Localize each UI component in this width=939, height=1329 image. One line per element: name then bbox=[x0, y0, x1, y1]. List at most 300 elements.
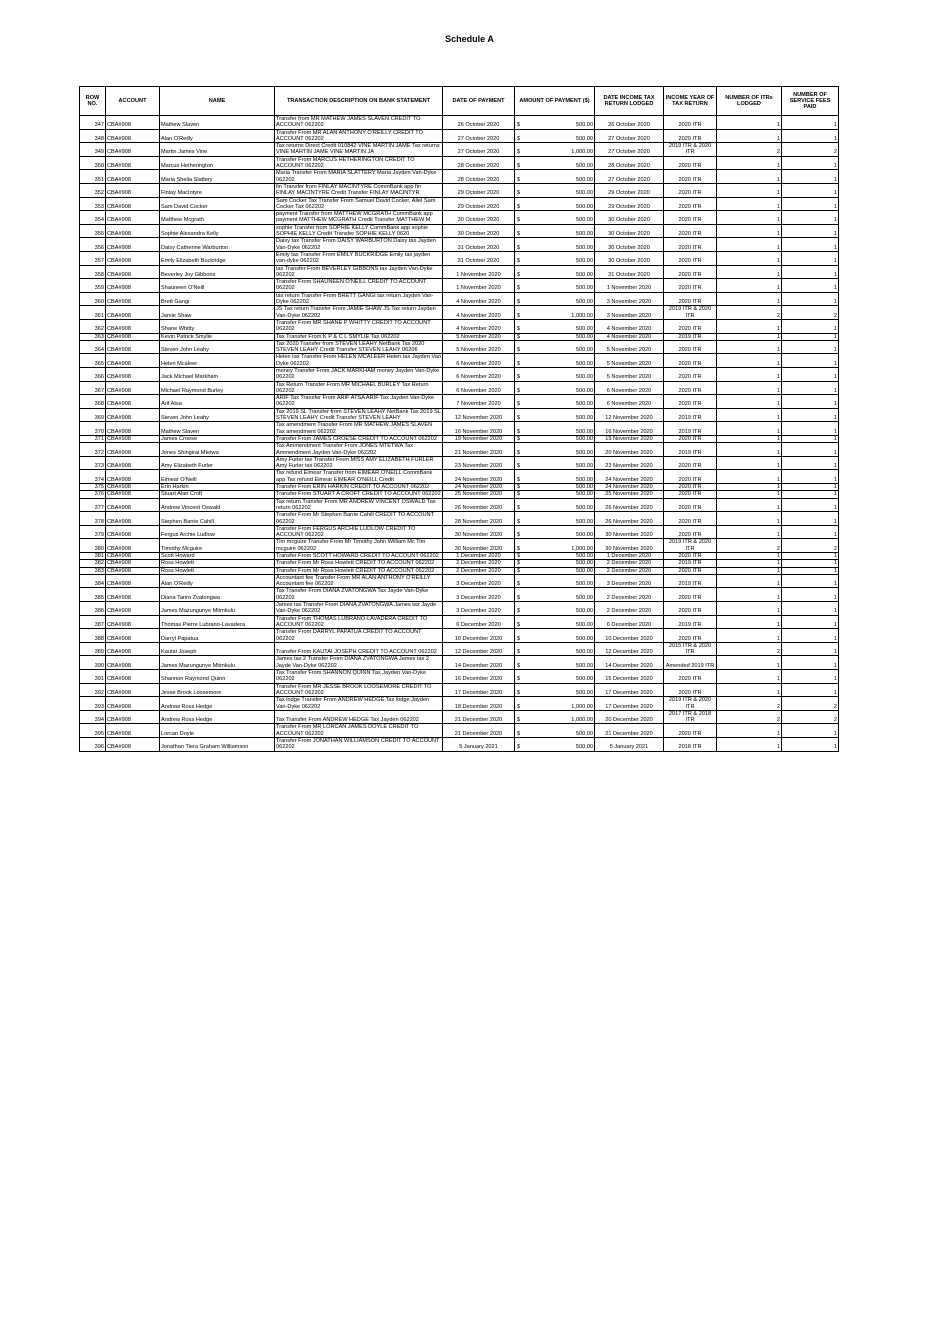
table-row bbox=[80, 574, 839, 588]
currency-symbol: $ bbox=[517, 560, 521, 567]
currency-symbol: $ bbox=[517, 463, 521, 470]
itrs-lodged-cell: 1 bbox=[717, 670, 782, 684]
lodged-date-cell: 4 November 2020 bbox=[595, 333, 664, 340]
fees-paid-cell: 1 bbox=[782, 574, 839, 588]
name-cell: Andrew Ross Hedge bbox=[160, 697, 275, 711]
table-row bbox=[80, 367, 839, 381]
description-cell: money Transfer From JACK MARKHAM money Jayden Van-Dyke 062202 bbox=[275, 367, 443, 381]
payment-date-cell: 30 October 2020 bbox=[443, 211, 515, 225]
amount-value: 500.00 bbox=[575, 360, 593, 367]
row-no-cell: 391 bbox=[80, 670, 106, 684]
fees-paid-cell: 1 bbox=[782, 116, 839, 130]
description-cell: Transfer From Mr Stephen Barrie Cahill CREDIT TO ACCOUNT 062202 bbox=[275, 512, 443, 526]
currency-symbol: $ bbox=[517, 703, 521, 710]
lodged-date-cell: 19 November 2020 bbox=[595, 435, 664, 442]
income-year-cell: 2020 ITR bbox=[664, 170, 717, 184]
description-cell: Amy Furler tax Transfer From MISS AMY ELIZABETH FURLER Amy Furler tax 062202 bbox=[275, 456, 443, 470]
name-cell: Alan O'Reilly bbox=[160, 574, 275, 588]
itrs-lodged-cell: 2 bbox=[717, 642, 782, 656]
payment-date-cell: 17 December 2020 bbox=[443, 683, 515, 697]
row-no-cell: 395 bbox=[80, 724, 106, 738]
row-no-cell: 359 bbox=[80, 279, 106, 293]
payment-date-cell: 3 December 2020 bbox=[443, 574, 515, 588]
itrs-lodged-cell: 1 bbox=[717, 197, 782, 211]
table-row bbox=[80, 251, 839, 265]
col-header-date-lodged: DATE INCOME TAX RETURN LODGED bbox=[595, 87, 664, 116]
account-cell: CBA#908 bbox=[106, 265, 160, 279]
account-cell: CBA#908 bbox=[106, 710, 160, 724]
lodged-date-cell: 4 November 2020 bbox=[595, 319, 664, 333]
currency-symbol: $ bbox=[517, 581, 521, 588]
payment-date-cell: 28 October 2020 bbox=[443, 170, 515, 184]
lodged-date-cell: 5 November 2020 bbox=[595, 340, 664, 354]
amount-cell bbox=[515, 143, 595, 157]
amount-value: 500.00 bbox=[575, 428, 593, 435]
account-cell: CBA#908 bbox=[106, 354, 160, 368]
itrs-lodged-cell: 1 bbox=[717, 470, 782, 484]
name-cell: Daisy Catherine Warburton bbox=[160, 238, 275, 252]
income-year-cell: 2020 ITR bbox=[664, 553, 717, 560]
currency-symbol: $ bbox=[517, 217, 521, 224]
table-row bbox=[80, 319, 839, 333]
description-cell: Tax 2020 Transfer from STEVEN LEAHY NetBank Tax 2020 STEVEN LEAHY Credit Transfer STEVEN LEAHY 06206 bbox=[275, 340, 443, 354]
row-no-cell: 363 bbox=[80, 333, 106, 340]
account-cell: CBA#908 bbox=[106, 211, 160, 225]
currency-symbol: $ bbox=[517, 504, 521, 511]
fees-paid-cell: 2 bbox=[782, 143, 839, 157]
currency-symbol: $ bbox=[517, 271, 521, 278]
amount-cell bbox=[515, 170, 595, 184]
income-year-cell: 2020 ITR bbox=[664, 435, 717, 442]
amount-value: 500.00 bbox=[575, 484, 593, 491]
account-cell: CBA#908 bbox=[106, 116, 160, 130]
itrs-lodged-cell: 1 bbox=[717, 170, 782, 184]
payment-date-cell: 5 January 2021 bbox=[443, 738, 515, 752]
description-cell: Accountant fee Transfer From MR ALAN ANTHONY O'REILLY Accountant fee 062202 bbox=[275, 574, 443, 588]
amount-value: 500.00 bbox=[575, 326, 593, 333]
name-cell: Beverley Joy Gibbons bbox=[160, 265, 275, 279]
payment-date-cell: 21 December 2020 bbox=[443, 710, 515, 724]
col-header-name: NAME bbox=[160, 87, 275, 116]
fees-paid-cell: 1 bbox=[782, 656, 839, 670]
amount-value: 500.00 bbox=[575, 662, 593, 669]
name-cell: Matthew Mcgrath bbox=[160, 211, 275, 225]
table-row bbox=[80, 697, 839, 711]
row-no-cell: 351 bbox=[80, 170, 106, 184]
col-header-date-of-payment: DATE OF PAYMENT bbox=[443, 87, 515, 116]
income-year-cell: 2020 ITR bbox=[664, 251, 717, 265]
fees-paid-cell: 1 bbox=[782, 238, 839, 252]
itrs-lodged-cell: 1 bbox=[717, 724, 782, 738]
table-row bbox=[80, 553, 839, 560]
table-row bbox=[80, 491, 839, 498]
account-cell: CBA#908 bbox=[106, 560, 160, 567]
lodged-date-cell: 30 October 2020 bbox=[595, 224, 664, 238]
amount-value: 500.00 bbox=[575, 532, 593, 539]
itrs-lodged-cell: 1 bbox=[717, 333, 782, 340]
amount-value: 500.00 bbox=[575, 449, 593, 456]
amount-cell bbox=[515, 498, 595, 512]
income-year-cell: 2019 ITR & 2020 ITR bbox=[664, 539, 717, 553]
account-cell: CBA#908 bbox=[106, 381, 160, 395]
lodged-date-cell: 3 November 2020 bbox=[595, 306, 664, 320]
row-no-cell: 386 bbox=[80, 602, 106, 616]
amount-value: 500.00 bbox=[575, 608, 593, 615]
fees-paid-cell: 1 bbox=[782, 156, 839, 170]
payment-date-cell: 10 December 2020 bbox=[443, 629, 515, 643]
description-cell: James tax Transfer From DIANA ZVATONGWA James tax Jayde Van-Dyke 062202 bbox=[275, 602, 443, 616]
income-year-cell: 2020 ITR bbox=[664, 395, 717, 409]
income-year-cell: 2019 ITR bbox=[664, 560, 717, 567]
income-year-cell: 2017 ITR & 2018 ITR bbox=[664, 710, 717, 724]
itrs-lodged-cell: 1 bbox=[717, 574, 782, 588]
currency-symbol: $ bbox=[517, 608, 521, 615]
description-cell: Transfer From JAMES CROESE CREDIT TO ACCOUNT 062202 bbox=[275, 435, 443, 442]
amount-cell bbox=[515, 553, 595, 560]
fees-paid-cell: 1 bbox=[782, 560, 839, 567]
income-year-cell: 2020 ITR bbox=[664, 470, 717, 484]
table-row bbox=[80, 670, 839, 684]
account-cell: CBA#908 bbox=[106, 525, 160, 539]
name-cell: Brett Gangi bbox=[160, 292, 275, 306]
income-year-cell: 2020 ITR bbox=[664, 381, 717, 395]
row-no-cell: 384 bbox=[80, 574, 106, 588]
description-cell: Transfer From THOMAS LUBRANO-LAVADERA CREDIT TO ACCOUNT 062202 bbox=[275, 615, 443, 629]
description-cell: Daisy tax Transfer From DAISY WARBURTON Daisy tax Jayden Van-Dyke 062202 bbox=[275, 238, 443, 252]
amount-value: 500.00 bbox=[575, 258, 593, 265]
fees-paid-cell: 1 bbox=[782, 491, 839, 498]
name-cell: Andrew Ross Hedge bbox=[160, 710, 275, 724]
fees-paid-cell: 2 bbox=[782, 306, 839, 320]
table-row bbox=[80, 484, 839, 491]
description-cell: Tax amendment Transfer From MR MATHEW JAMES SLAVEN Tax amendment 062202 bbox=[275, 422, 443, 436]
income-year-cell: 2020 ITR bbox=[664, 265, 717, 279]
currency-symbol: $ bbox=[517, 190, 521, 197]
amount-cell bbox=[515, 642, 595, 656]
itrs-lodged-cell: 2 bbox=[717, 539, 782, 553]
col-header-itrs-lodged: NUMBER OF ITRs LODGED bbox=[717, 87, 782, 116]
amount-value: 500.00 bbox=[575, 518, 593, 525]
amount-cell bbox=[515, 738, 595, 752]
lodged-date-cell: 17 December 2020 bbox=[595, 697, 664, 711]
currency-symbol: $ bbox=[517, 203, 521, 210]
amount-value: 500.00 bbox=[575, 567, 593, 574]
account-cell: CBA#908 bbox=[106, 183, 160, 197]
name-cell: Sam David Cocker bbox=[160, 197, 275, 211]
income-year-cell: 2020 ITR bbox=[664, 279, 717, 293]
payment-date-cell: 30 October 2020 bbox=[443, 224, 515, 238]
description-cell: ARIF Tax Transfer From ARIF ATSA ARIF Tax Jayden Van-Dyke 062202 bbox=[275, 395, 443, 409]
fees-paid-cell: 1 bbox=[782, 470, 839, 484]
amount-cell bbox=[515, 251, 595, 265]
lodged-date-cell: 17 December 2020 bbox=[595, 683, 664, 697]
account-cell: CBA#908 bbox=[106, 224, 160, 238]
name-cell: Alan O'Reilly bbox=[160, 129, 275, 143]
income-year-cell: 2020 ITR bbox=[664, 340, 717, 354]
itrs-lodged-cell: 1 bbox=[717, 588, 782, 602]
amount-cell bbox=[515, 340, 595, 354]
account-cell: CBA#908 bbox=[106, 443, 160, 457]
row-no-cell: 382 bbox=[80, 560, 106, 567]
table-row bbox=[80, 456, 839, 470]
amount-cell bbox=[515, 224, 595, 238]
amount-cell bbox=[515, 484, 595, 491]
col-header-row-no: ROW NO. bbox=[80, 87, 106, 116]
table-row bbox=[80, 642, 839, 656]
currency-symbol: $ bbox=[517, 149, 521, 156]
lodged-date-cell: 15 December 2020 bbox=[595, 670, 664, 684]
description-cell: Emily tax Transfer From EMILY BUCKRIDGE Emily tax jayden van-dyke 062202 bbox=[275, 251, 443, 265]
fees-paid-cell: 1 bbox=[782, 333, 839, 340]
name-cell: Diana Tariro Zvatongwa bbox=[160, 588, 275, 602]
itrs-lodged-cell: 1 bbox=[717, 292, 782, 306]
income-year-cell: 2020 ITR bbox=[664, 512, 717, 526]
col-header-description: TRANSACTION DESCRIPTION ON BANK STATEMENT bbox=[275, 87, 443, 116]
row-no-cell: 355 bbox=[80, 224, 106, 238]
row-no-cell: 358 bbox=[80, 265, 106, 279]
amount-value: 500.00 bbox=[575, 163, 593, 170]
itrs-lodged-cell: 2 bbox=[717, 306, 782, 320]
itrs-lodged-cell: 1 bbox=[717, 602, 782, 616]
amount-value: 500.00 bbox=[575, 244, 593, 251]
name-cell: Ross Howlett bbox=[160, 567, 275, 574]
amount-value: 500.00 bbox=[575, 401, 593, 408]
account-cell: CBA#908 bbox=[106, 129, 160, 143]
amount-value: 500.00 bbox=[575, 176, 593, 183]
amount-value: 500.00 bbox=[575, 621, 593, 628]
account-cell: CBA#908 bbox=[106, 588, 160, 602]
fees-paid-cell: 2 bbox=[782, 710, 839, 724]
payment-date-cell: 29 October 2020 bbox=[443, 197, 515, 211]
table-row bbox=[80, 129, 839, 143]
description-cell: fin Transfer from FINLAY MACINTYRE CommBank app fin FINLAY MACINTYRE Credit Transfer FINLAY MACINTYR bbox=[275, 183, 443, 197]
itrs-lodged-cell: 1 bbox=[717, 560, 782, 567]
itrs-lodged-cell: 1 bbox=[717, 408, 782, 422]
amount-cell bbox=[515, 197, 595, 211]
description-cell: Transfer From Mr Ross Howlett CREDIT TO ACCOUNT 062202 bbox=[275, 560, 443, 567]
amount-cell bbox=[515, 602, 595, 616]
payment-date-cell: 16 November 2020 bbox=[443, 422, 515, 436]
itrs-lodged-cell: 1 bbox=[717, 116, 782, 130]
row-no-cell: 348 bbox=[80, 129, 106, 143]
lodged-date-cell: 24 November 2020 bbox=[595, 484, 664, 491]
account-cell: CBA#908 bbox=[106, 670, 160, 684]
income-year-cell: 2020 ITR bbox=[664, 484, 717, 491]
lodged-date-cell: 12 December 2020 bbox=[595, 642, 664, 656]
currency-symbol: $ bbox=[517, 730, 521, 737]
income-year-cell: 2019 ITR & 2020 ITR bbox=[664, 697, 717, 711]
fees-paid-cell: 1 bbox=[782, 319, 839, 333]
currency-symbol: $ bbox=[517, 532, 521, 539]
amount-value: 1,000.00 bbox=[571, 717, 593, 724]
description-cell: Transfer From MR ALAN ANTHONY O'REILLY CREDIT TO ACCOUNT 062202 bbox=[275, 129, 443, 143]
name-cell: Eimear O'Neill bbox=[160, 470, 275, 484]
fees-paid-cell: 1 bbox=[782, 265, 839, 279]
payment-date-cell: 12 December 2020 bbox=[443, 642, 515, 656]
row-no-cell: 393 bbox=[80, 697, 106, 711]
account-cell: CBA#908 bbox=[106, 553, 160, 560]
account-cell: CBA#908 bbox=[106, 435, 160, 442]
currency-symbol: $ bbox=[517, 258, 521, 265]
description-cell: Transfer From SCOTT HOWARD CREDIT TO ACCOUNT 062202 bbox=[275, 553, 443, 560]
payment-date-cell: 21 December 2020 bbox=[443, 724, 515, 738]
lodged-date-cell: 30 October 2020 bbox=[595, 251, 664, 265]
currency-symbol: $ bbox=[517, 231, 521, 238]
description-cell: Maria Transfer From MARIA SLATTERY Maria Jayden Van-Dyke 062202 bbox=[275, 170, 443, 184]
row-no-cell: 375 bbox=[80, 484, 106, 491]
table-row bbox=[80, 602, 839, 616]
name-cell: James Croese bbox=[160, 435, 275, 442]
table-row bbox=[80, 422, 839, 436]
currency-symbol: $ bbox=[517, 415, 521, 422]
fees-paid-cell: 1 bbox=[782, 435, 839, 442]
schedule-table bbox=[79, 86, 839, 752]
table-row bbox=[80, 306, 839, 320]
income-year-cell: Amended 2019 ITR bbox=[664, 656, 717, 670]
table-row bbox=[80, 629, 839, 643]
currency-symbol: $ bbox=[517, 484, 521, 491]
amount-cell bbox=[515, 710, 595, 724]
account-cell: CBA#908 bbox=[106, 656, 160, 670]
lodged-date-cell: 21 December 2020 bbox=[595, 724, 664, 738]
account-cell: CBA#908 bbox=[106, 470, 160, 484]
table-row bbox=[80, 292, 839, 306]
income-year-cell: 2019 ITR bbox=[664, 615, 717, 629]
lodged-date-cell: 3 November 2020 bbox=[595, 292, 664, 306]
account-cell: CBA#908 bbox=[106, 484, 160, 491]
description-cell: Transfer From DARRYL PAPATUA CREDIT TO ACCOUNT 062202 bbox=[275, 629, 443, 643]
name-cell: Helen Mcaleer bbox=[160, 354, 275, 368]
itrs-lodged-cell: 1 bbox=[717, 156, 782, 170]
itrs-lodged-cell: 1 bbox=[717, 512, 782, 526]
amount-value: 500.00 bbox=[575, 285, 593, 292]
lodged-date-cell: 24 November 2020 bbox=[595, 470, 664, 484]
currency-symbol: $ bbox=[517, 676, 521, 683]
table-row bbox=[80, 143, 839, 157]
table-row bbox=[80, 615, 839, 629]
row-no-cell: 365 bbox=[80, 354, 106, 368]
payment-date-cell: 2 December 2020 bbox=[443, 560, 515, 567]
currency-symbol: $ bbox=[517, 122, 521, 129]
name-cell: Amy Elizabeth Furler bbox=[160, 456, 275, 470]
name-cell: Shauneen O'Neill bbox=[160, 279, 275, 293]
amount-value: 500.00 bbox=[575, 676, 593, 683]
amount-value: 500.00 bbox=[575, 415, 593, 422]
itrs-lodged-cell: 1 bbox=[717, 435, 782, 442]
col-header-amount: AMOUNT OF PAYMENT ($) bbox=[515, 87, 595, 116]
itrs-lodged-cell: 2 bbox=[717, 697, 782, 711]
currency-symbol: $ bbox=[517, 744, 521, 751]
name-cell: Michael Raymond Burley bbox=[160, 381, 275, 395]
row-no-cell: 354 bbox=[80, 211, 106, 225]
amount-value: 500.00 bbox=[575, 581, 593, 588]
name-cell: Jonathan Tiera Graham Williamson bbox=[160, 738, 275, 752]
account-cell: CBA#908 bbox=[106, 292, 160, 306]
row-no-cell: 352 bbox=[80, 183, 106, 197]
currency-symbol: $ bbox=[517, 518, 521, 525]
payment-date-cell: 16 December 2020 bbox=[443, 670, 515, 684]
account-cell: CBA#908 bbox=[106, 539, 160, 553]
fees-paid-cell: 1 bbox=[782, 553, 839, 560]
amount-value: 500.00 bbox=[575, 203, 593, 210]
lodged-date-cell: 2 December 2020 bbox=[595, 567, 664, 574]
amount-value: 500.00 bbox=[575, 594, 593, 601]
table-row bbox=[80, 183, 839, 197]
row-no-cell: 364 bbox=[80, 340, 106, 354]
currency-symbol: $ bbox=[517, 401, 521, 408]
name-cell: Thomas Pierre Lubrano-Lavadera bbox=[160, 615, 275, 629]
name-cell: Emily Elizabeth Buckridge bbox=[160, 251, 275, 265]
amount-cell bbox=[515, 567, 595, 574]
fees-paid-cell: 1 bbox=[782, 602, 839, 616]
table-row bbox=[80, 656, 839, 670]
income-year-cell: 2020 ITR bbox=[664, 588, 717, 602]
lodged-date-cell: 28 October 2020 bbox=[595, 156, 664, 170]
currency-symbol: $ bbox=[517, 176, 521, 183]
table-row bbox=[80, 724, 839, 738]
income-year-cell: 2020 ITR bbox=[664, 197, 717, 211]
fees-paid-cell: 1 bbox=[782, 642, 839, 656]
name-cell: James Mazungunye Mtimkulu bbox=[160, 602, 275, 616]
amount-cell bbox=[515, 211, 595, 225]
table-row bbox=[80, 381, 839, 395]
row-no-cell: 394 bbox=[80, 710, 106, 724]
description-cell: James tax 2 Transfer From DIANA ZVATONGWA James tax 2 Jayde Van-Dyke 062202 bbox=[275, 656, 443, 670]
payment-date-cell: 25 November 2020 bbox=[443, 491, 515, 498]
lodged-date-cell: 29 October 2020 bbox=[595, 197, 664, 211]
amount-cell bbox=[515, 491, 595, 498]
description-cell: Transfer From Mr Ross Howlett CREDIT TO ACCOUNT 062202 bbox=[275, 567, 443, 574]
name-cell: Stephen Barrie Cahill bbox=[160, 512, 275, 526]
account-cell: CBA#908 bbox=[106, 574, 160, 588]
amount-cell bbox=[515, 615, 595, 629]
lodged-date-cell: 2 December 2020 bbox=[595, 588, 664, 602]
account-cell: CBA#908 bbox=[106, 491, 160, 498]
fees-paid-cell: 1 bbox=[782, 738, 839, 752]
name-cell: Jamie Shaw bbox=[160, 306, 275, 320]
fees-paid-cell: 1 bbox=[782, 211, 839, 225]
row-no-cell: 349 bbox=[80, 143, 106, 157]
row-no-cell: 385 bbox=[80, 588, 106, 602]
row-no-cell: 357 bbox=[80, 251, 106, 265]
fees-paid-cell: 1 bbox=[782, 129, 839, 143]
row-no-cell: 350 bbox=[80, 156, 106, 170]
description-cell: Tax Transfer From SHANNON QUINN Tax Jayden Van-Dyke 062202 bbox=[275, 670, 443, 684]
table-row bbox=[80, 588, 839, 602]
income-year-cell: 2019 ITR & 2020 ITR bbox=[664, 306, 717, 320]
amount-cell bbox=[515, 381, 595, 395]
amount-value: 500.00 bbox=[575, 333, 593, 340]
lodged-date-cell: 1 December 2020 bbox=[595, 553, 664, 560]
currency-symbol: $ bbox=[517, 360, 521, 367]
lodged-date-cell: 30 October 2020 bbox=[595, 238, 664, 252]
income-year-cell: 2020 ITR bbox=[664, 319, 717, 333]
table-row bbox=[80, 435, 839, 442]
amount-cell bbox=[515, 470, 595, 484]
income-year-cell: 2020 ITR bbox=[664, 683, 717, 697]
account-cell: CBA#908 bbox=[106, 683, 160, 697]
account-cell: CBA#908 bbox=[106, 251, 160, 265]
table-row bbox=[80, 279, 839, 293]
itrs-lodged-cell: 1 bbox=[717, 456, 782, 470]
payment-date-cell: 18 December 2020 bbox=[443, 697, 515, 711]
amount-cell bbox=[515, 697, 595, 711]
row-no-cell: 372 bbox=[80, 443, 106, 457]
amount-value: 500.00 bbox=[575, 122, 593, 129]
name-cell: Kevin Patrick Smylie bbox=[160, 333, 275, 340]
lodged-date-cell: 30 November 2020 bbox=[595, 539, 664, 553]
description-cell: Transfer From SHAUNEEN O'NEILL CREDIT TO ACCOUNT 062202 bbox=[275, 279, 443, 293]
